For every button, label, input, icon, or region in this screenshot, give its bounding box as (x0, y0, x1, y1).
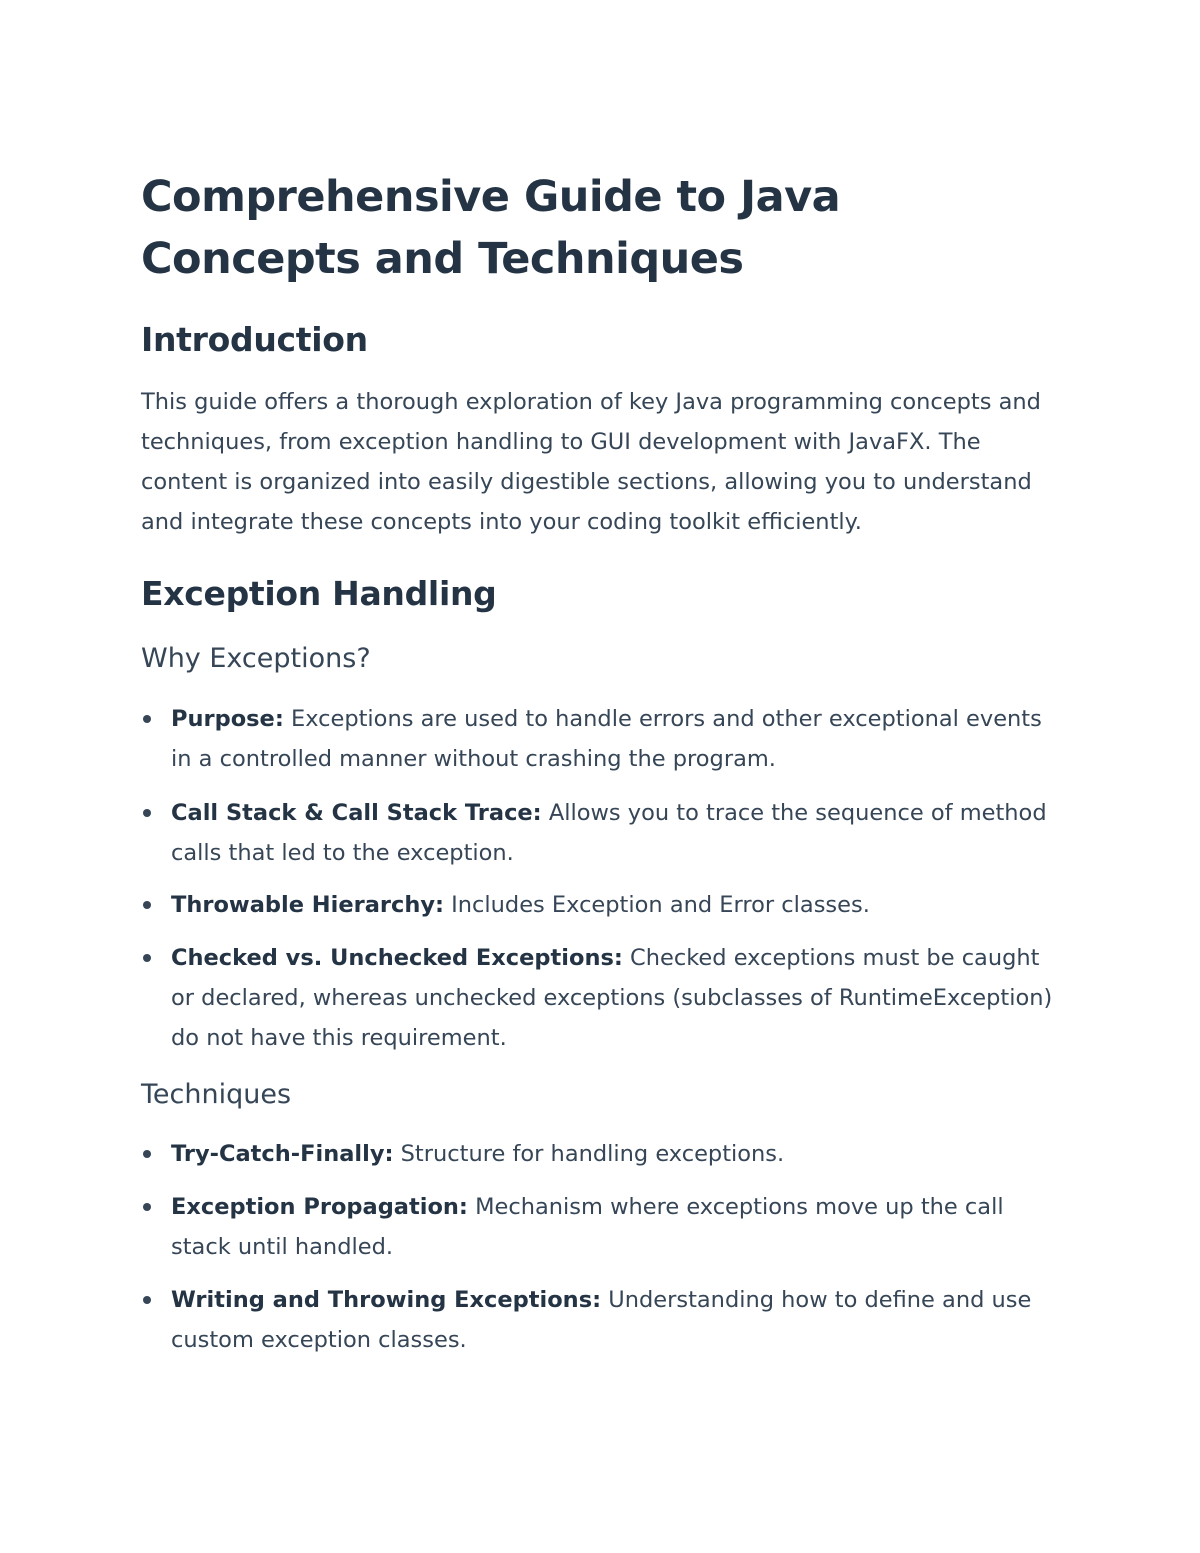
list-item (141, 885, 1061, 925)
list-item-text: Exceptions are used to handle errors and other exceptional events in a controlled manner without crashing the program. (171, 706, 1042, 772)
list-item-text: Mechanism where exceptions move up the call stack until handled. (171, 1194, 1004, 1260)
bullet-dot-icon (143, 809, 151, 817)
exception-handling-heading: Exception Handling (141, 574, 497, 613)
list-item (141, 1280, 1061, 1360)
list-item-term: Exception Propagation: (171, 1194, 468, 1220)
title-line-2: Concepts and Techniques (141, 234, 744, 284)
list-item (141, 699, 1061, 779)
list-item (141, 938, 1061, 1058)
techniques-heading: Techniques (141, 1079, 292, 1110)
document-page (141, 166, 1061, 1360)
introduction-paragraph: This guide offers a thorough exploration of key Java programming concepts and techniques, from exception handling to GUI development with JavaFX. The content is organized into easily digestible sections, allowing you to understand and integrate these concepts into your coding toolkit efficiently. (141, 389, 1041, 535)
list-item-text: Checked exceptions must be caught or declared, whereas unchecked exceptions (subclasses of RuntimeException) do not have this requirement. (171, 945, 1053, 1051)
bullet-dot-icon (143, 901, 151, 909)
bullet-dot-icon (143, 1203, 151, 1211)
list-item (141, 1187, 1061, 1267)
why-exceptions-list (141, 699, 1061, 1058)
bullet-dot-icon (143, 1296, 151, 1304)
bullet-dot-icon (143, 954, 151, 962)
list-item-text: Understanding how to define and use custom exception classes. (171, 1287, 1032, 1353)
document-title (141, 166, 1061, 290)
list-item-term: Call Stack & Call Stack Trace: (171, 800, 542, 826)
list-item (141, 1134, 1061, 1174)
list-item-term: Purpose: (171, 706, 284, 732)
list-item-term: Try-Catch-Finally: (171, 1141, 394, 1167)
list-item-term: Writing and Throwing Exceptions: (171, 1287, 602, 1313)
title-line-1: Comprehensive Guide to Java (141, 172, 841, 222)
introduction-heading: Introduction (141, 320, 368, 359)
bullet-dot-icon (143, 715, 151, 723)
list-item-text: Allows you to trace the sequence of method calls that led to the exception. (171, 800, 1047, 866)
list-item-text: Structure for handling exceptions. (393, 1141, 785, 1167)
bullet-dot-icon (143, 1150, 151, 1158)
list-item-text: Includes Exception and Error classes. (444, 892, 870, 918)
list-item (141, 793, 1061, 873)
techniques-list (141, 1134, 1061, 1360)
why-exceptions-heading: Why Exceptions? (141, 643, 371, 674)
list-item-term: Checked vs. Unchecked Exceptions: (171, 945, 623, 971)
list-item-term: Throwable Hierarchy: (171, 892, 444, 918)
